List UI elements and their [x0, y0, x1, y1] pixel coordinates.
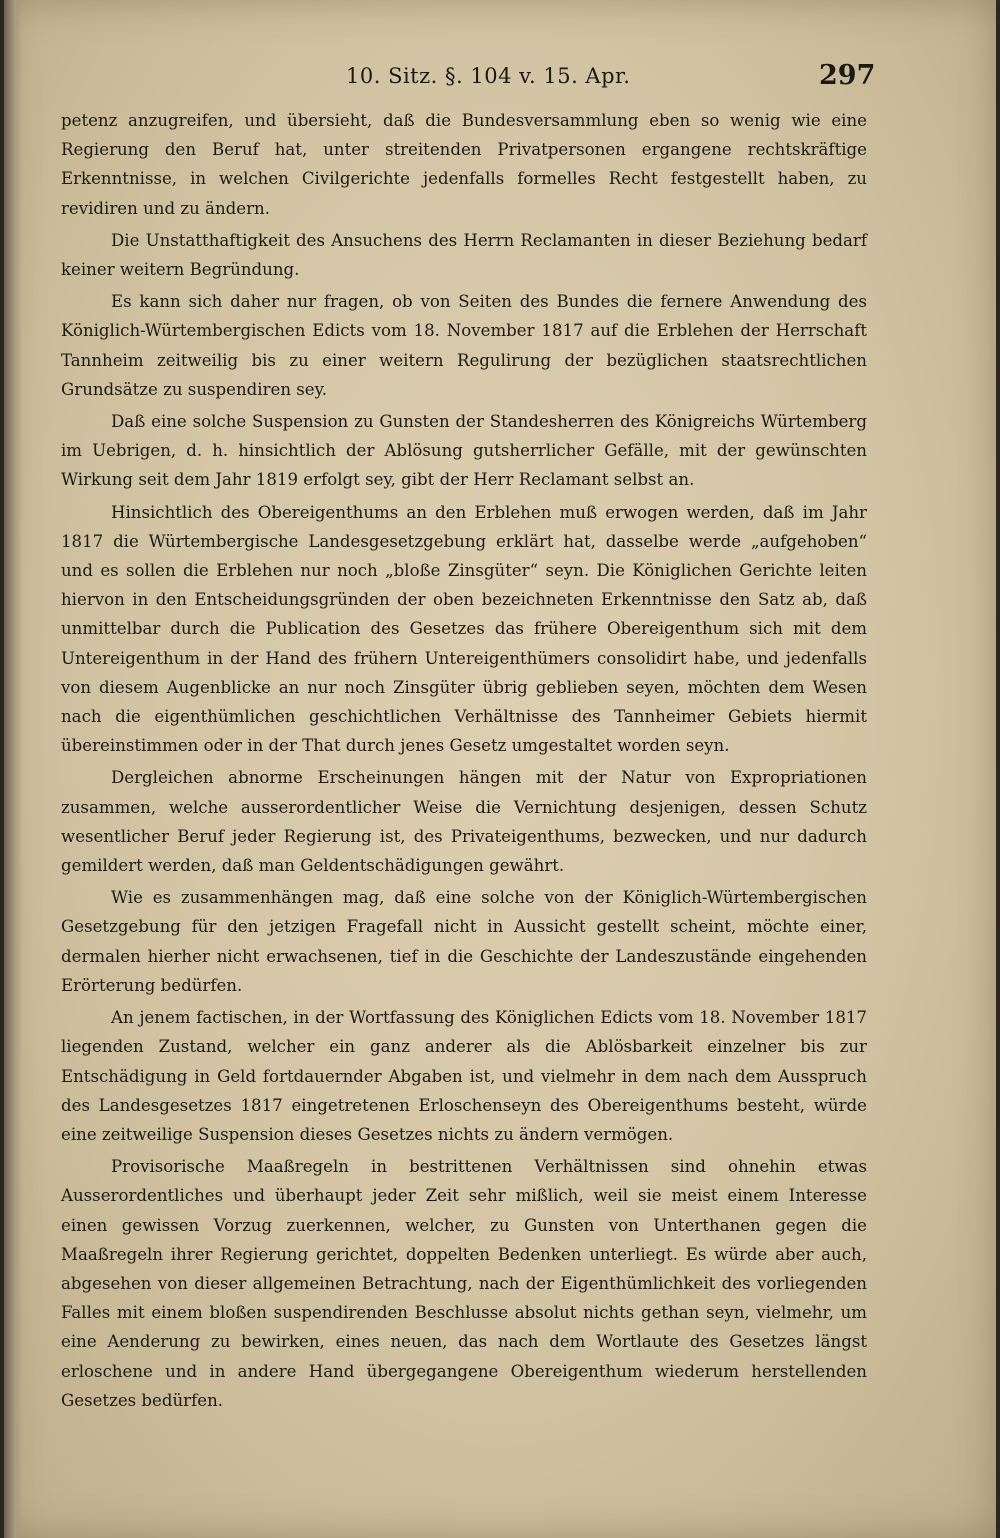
paragraph: Daß eine solche Suspension zu Gunsten der Standesherren des Königreichs Würtemberg im Uebrigen, d. h. hinsichtlich der Ablösung gutsherrlicher Gefälle, mit der gewünschten Wirkung seit dem Jahr 1819 erfolgt sey, gibt der Herr Reclamant selbst an.	[61, 412, 867, 490]
paragraph: Wie es zusammenhängen mag, daß eine solche von der Königlich-Würtembergischen Gesetzgebung für den jetzigen Fragefall nicht in Aussicht gestellt scheint, möchte einer, dermalen hierher nicht erwachsenen, tief in die Geschichte der Landeszustände eingehenden Erörterung bedürfen.	[61, 888, 867, 995]
paragraph: Provisorische Maaßregeln in bestrittenen Verhältnissen sind ohnehin etwas Ausserordentliches und überhaupt jeder Zeit sehr mißlich, weil sie meist einem Interesse einen gewissen Vorzug zuerkennen, welcher, zu Gunsten von Unterthanen gegen die Maaßregeln ihrer Regierung gerichtet, doppelten Bedenken unterliegt. Es würde aber auch, abgesehen von dieser allgemeinen Betrachtung, nach der Eigenthümlichkeit des vorliegenden Falles mit einem bloßen suspendirenden Beschlusse absolut nichts gethan seyn, vielmehr, um eine Aenderung zu bewirken, eines neuen, das nach dem Wortlaute des Gesetzes längst erloschene und in andere Hand übergegangene Obereigenthum wiederum herstellenden Gesetzes bedürfen.	[61, 1157, 867, 1410]
paragraph: petenz anzugreifen, und übersieht, daß die Bundesversammlung eben so wenig wie eine Regierung den Beruf hat, unter streitenden Privatpersonen ergangene rechtskräftige Erkenntnisse, in welchen Civilgerichte jedenfalls formelles Recht festgestellt haben, zu revidiren und zu ändern.	[61, 111, 867, 218]
paragraph: Es kann sich daher nur fragen, ob von Seiten des Bundes die fernere Anwendung des Königlich-Würtembergischen Edicts vom 18. November 1817 auf die Erblehen der Herrschaft Tannheim zeitweilig bis zu einer weitern Regulirung der bezüglichen staatsrechtlichen Grundsätze zu suspendiren sey.	[61, 292, 867, 399]
book-page	[4, 0, 996, 1538]
running-head: 10. Sitz. §. 104 v. 15. Apr.	[346, 64, 631, 88]
paragraph: Die Unstatthaftigkeit des Ansuchens des Herrn Reclamanten in dieser Beziehung bedarf keiner weitern Begründung.	[61, 230, 867, 280]
page-number: 297	[819, 60, 876, 91]
paragraph: Dergleichen abnorme Erscheinungen hängen mit der Natur von Expropriationen zusammen, welche ausserordentlicher Weise die Vernichtung desjenigen, dessen Schutz wesentlicher Beruf jeder Regierung ist, des Privateigenthums, bezwecken, und nur dadurch gemildert werden, daß man Geldentschädigungen gewährt.	[61, 768, 867, 876]
paragraph: Hinsichtlich des Obereigenthums an den Erblehen muß erwogen werden, daß im Jahr 1817 die Würtembergische Landesgesetzgebung erklärt hat, dasselbe werde „aufgehoben“ und es sollen die Erblehen nur noch „bloße Zinsgüter“ seyn. Die Königlichen Gerichte leiten hiervon in den Entscheidungsgründen der oben bezeichneten Erkenntnisse den Satz ab, daß unmittelbar durch die Publication des Gesetzes das frühere Obereigenthum sich mit dem Untereigenthum in der Hand des frühern Untereigenthümers consolidirt habe, und jedenfalls von diesem Augenblicke an nur noch Zinsgüter übrig geblieben seyen, möchten dem Wesen nach die eigenthümlichen geschichtlichen Verhältnisse des Tannheimer Gebiets hiermit übereinstimmen oder in der That durch jenes Gesetz umgestaltet worden seyn.	[61, 502, 867, 756]
body-text	[61, 106, 867, 1418]
binding-gutter	[4, 0, 22, 1538]
page-header	[4, 58, 1000, 98]
paragraph: An jenem factischen, in der Wortfassung des Königlichen Edicts vom 18. November 1817 liegenden Zustand, welcher ein ganz anderer als die Ablösbarkeit einzelner bis zur Entschädigung in Geld fortdauernder Abgaben ist, und vielmehr in dem nach dem Ausspruch des Landesgesetzes 1817 eingetretenen Erloschenseyn des Obereigenthums besteht, würde eine zeitweilige Suspension dieses Gesetzes nichts zu ändern vermögen.	[61, 1008, 867, 1144]
